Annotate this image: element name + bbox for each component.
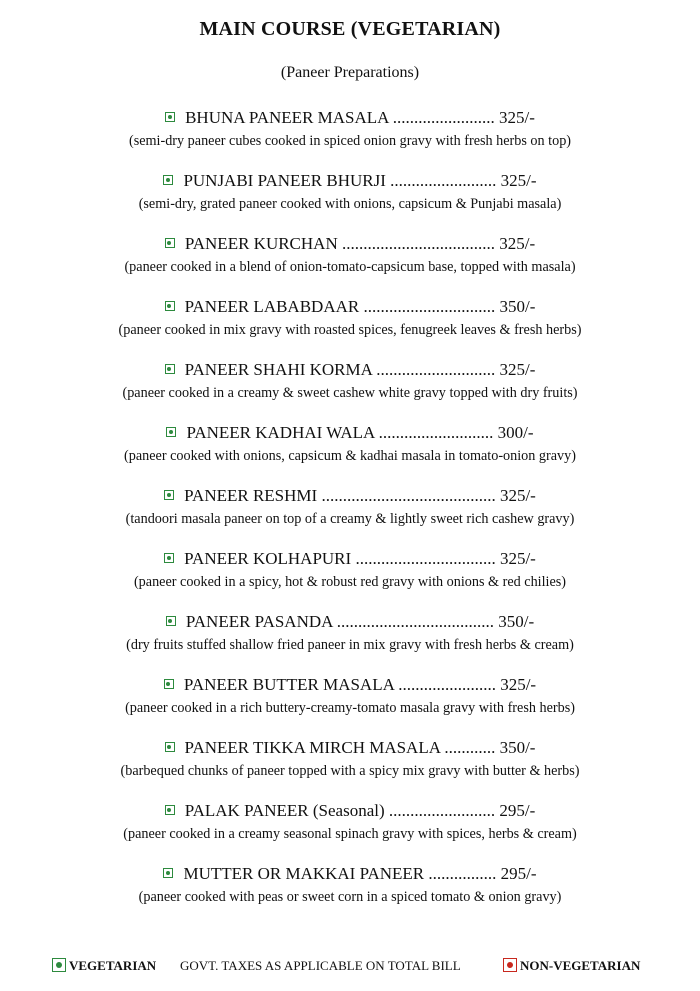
menu-item: [0, 610, 700, 673]
menu-item-line: [0, 232, 700, 256]
menu-item-leader-dots: .........................: [384, 801, 500, 820]
menu-item: [0, 547, 700, 610]
menu-item-leader-dots: .....................................: [332, 612, 499, 631]
non-vegetarian-legend: [503, 955, 640, 977]
menu-item-leader-dots: .................................: [351, 549, 500, 568]
menu-item-line: [0, 673, 700, 697]
menu-item-price: 325/-: [499, 108, 535, 127]
menu-item-name: PANEER KADHAI WALA: [186, 423, 375, 442]
menu-item-line: [0, 799, 700, 823]
vegetarian-legend-label: VEGETARIAN: [69, 958, 157, 973]
veg-symbol-icon: [52, 958, 66, 972]
veg-symbol-icon: [165, 742, 175, 752]
menu-item: [0, 862, 700, 925]
veg-symbol-icon: [164, 490, 174, 500]
menu-item-leader-dots: ............: [440, 738, 500, 757]
menu-item-name: PANEER RESHMI: [184, 486, 318, 505]
menu-item: [0, 736, 700, 799]
menu-item-description: (paneer cooked with onions, capsicum & kadhai masala in tomato-onion gravy): [124, 448, 576, 464]
menu-item-line: [0, 736, 700, 760]
veg-symbol-icon: [165, 364, 175, 374]
menu-item-price: 350/-: [499, 738, 536, 757]
menu-item-price: 325/-: [500, 171, 537, 190]
menu-item: [0, 169, 700, 232]
menu-item-leader-dots: ................: [424, 864, 501, 883]
menu-item-description: (paneer cooked in a creamy & sweet cashew white gravy topped with dry fruits): [122, 385, 578, 401]
menu-item-description: (barbequed chunks of paneer topped with a spicy mix gravy with butter & herbs): [120, 763, 580, 779]
menu-item-leader-dots: ...............................: [359, 297, 500, 316]
menu-item-name: MUTTER OR MAKKAI PANEER: [183, 864, 425, 883]
menu-item-description: (paneer cooked in a spicy, hot & robust red gravy with onions & red chilies): [133, 574, 567, 590]
menu-item-list: [0, 106, 700, 925]
menu-item-price: 325/-: [499, 360, 536, 379]
menu-item-leader-dots: ....................................: [337, 234, 500, 253]
menu-item-price: 300/-: [497, 423, 534, 442]
menu-item-name: BHUNA PANEER MASALA: [185, 108, 389, 127]
menu-item: [0, 484, 700, 547]
menu-item-description: (dry fruits stuffed shallow fried paneer in mix gravy with fresh herbs & cream): [126, 637, 574, 653]
menu-item-line: [0, 295, 700, 319]
menu-item-name: PANEER LABABDAAR: [184, 297, 360, 316]
veg-symbol-icon: [166, 616, 176, 626]
menu-item-leader-dots: .........................................: [317, 486, 500, 505]
menu-item-line: [0, 547, 700, 571]
menu-item-price: 325/-: [499, 234, 536, 253]
menu-item: [0, 106, 700, 169]
menu-item-name: PALAK PANEER (Seasonal): [184, 801, 385, 820]
menu-item-leader-dots: ...........................: [374, 423, 498, 442]
menu-item-price: 350/-: [498, 612, 535, 631]
menu-item-price: 295/-: [499, 801, 536, 820]
menu-item-name: PANEER BUTTER MASALA: [183, 675, 394, 694]
veg-symbol-icon: [165, 805, 175, 815]
menu-item-name: PUNJABI PANEER BHURJI: [183, 171, 386, 190]
veg-symbol-icon: [164, 553, 174, 563]
menu-item-description: (paneer cooked with peas or sweet corn in a spiced tomato & onion gravy): [138, 889, 562, 905]
menu-item-description: (semi-dry, grated paneer cooked with onions, capsicum & Punjabi masala): [138, 196, 562, 212]
veg-symbol-icon: [163, 175, 173, 185]
menu-item-name: PANEER KOLHAPURI: [184, 549, 352, 568]
menu-item-line: [0, 862, 700, 886]
menu-title: MAIN COURSE (VEGETARIAN): [199, 18, 501, 40]
menu-item-name: PANEER TIKKA MIRCH MASALA: [184, 738, 441, 757]
menu-item-description: (paneer cooked in a rich buttery-creamy-tomato masala gravy with fresh herbs): [125, 700, 575, 716]
menu-item-name: PANEER SHAHI KORMA: [184, 360, 372, 379]
menu-item-line: [0, 421, 700, 445]
menu-item-price: 295/-: [500, 864, 537, 883]
veg-symbol-icon: [164, 679, 174, 689]
menu-subtitle: (Paneer Preparations): [280, 64, 420, 81]
menu-item-line: [0, 610, 700, 634]
menu-item-price: 325/-: [500, 675, 537, 694]
veg-symbol-icon: [163, 868, 173, 878]
menu-item-leader-dots: .......................: [393, 675, 501, 694]
veg-symbol-icon: [165, 238, 175, 248]
menu-item: [0, 232, 700, 295]
menu-item: [0, 295, 700, 358]
menu-item-line: [0, 484, 700, 508]
veg-symbol-icon: [165, 301, 175, 311]
menu-footer: [0, 955, 700, 977]
menu-item-description: (tandoori masala paneer on top of a creamy & lightly sweet rich cashew gravy): [125, 511, 575, 527]
menu-item-price: 325/-: [499, 549, 536, 568]
menu-item-leader-dots: .........................: [385, 171, 501, 190]
veg-symbol-icon: [165, 112, 175, 122]
menu-item-description: (semi-dry paneer cubes cooked in spiced onion gravy with fresh herbs on top): [128, 133, 572, 149]
menu-item-leader-dots: ............................: [371, 360, 500, 379]
menu-item-line: [0, 358, 700, 382]
non-vegetarian-legend-label: NON-VEGETARIAN: [520, 958, 641, 973]
menu-item: [0, 673, 700, 736]
menu-item-price: 350/-: [499, 297, 536, 316]
menu-item-price: 325/-: [499, 486, 536, 505]
menu-item-name: PANEER KURCHAN: [184, 234, 338, 253]
menu-item-name: PANEER PASANDA: [185, 612, 333, 631]
menu-item: [0, 421, 700, 484]
veg-symbol-icon: [166, 427, 176, 437]
menu-item: [0, 358, 700, 421]
non-veg-symbol-icon: [503, 958, 517, 972]
menu-item-leader-dots: ........................: [388, 108, 500, 127]
menu-item-line: [0, 169, 700, 193]
menu-item-line: [0, 106, 700, 130]
menu-item-description: (paneer cooked in mix gravy with roasted spices, fenugreek leaves & fresh herbs): [118, 322, 582, 338]
menu-item-description: (paneer cooked in a blend of onion-tomato-capsicum base, topped with masala): [124, 259, 576, 275]
vegetarian-legend: [52, 955, 156, 977]
menu-item-description: (paneer cooked in a creamy seasonal spinach gravy with spices, herbs & cream): [123, 826, 577, 842]
taxes-note: GOVT. TAXES AS APPLICABLE ON TOTAL BILL: [180, 958, 461, 973]
menu-item: [0, 799, 700, 862]
